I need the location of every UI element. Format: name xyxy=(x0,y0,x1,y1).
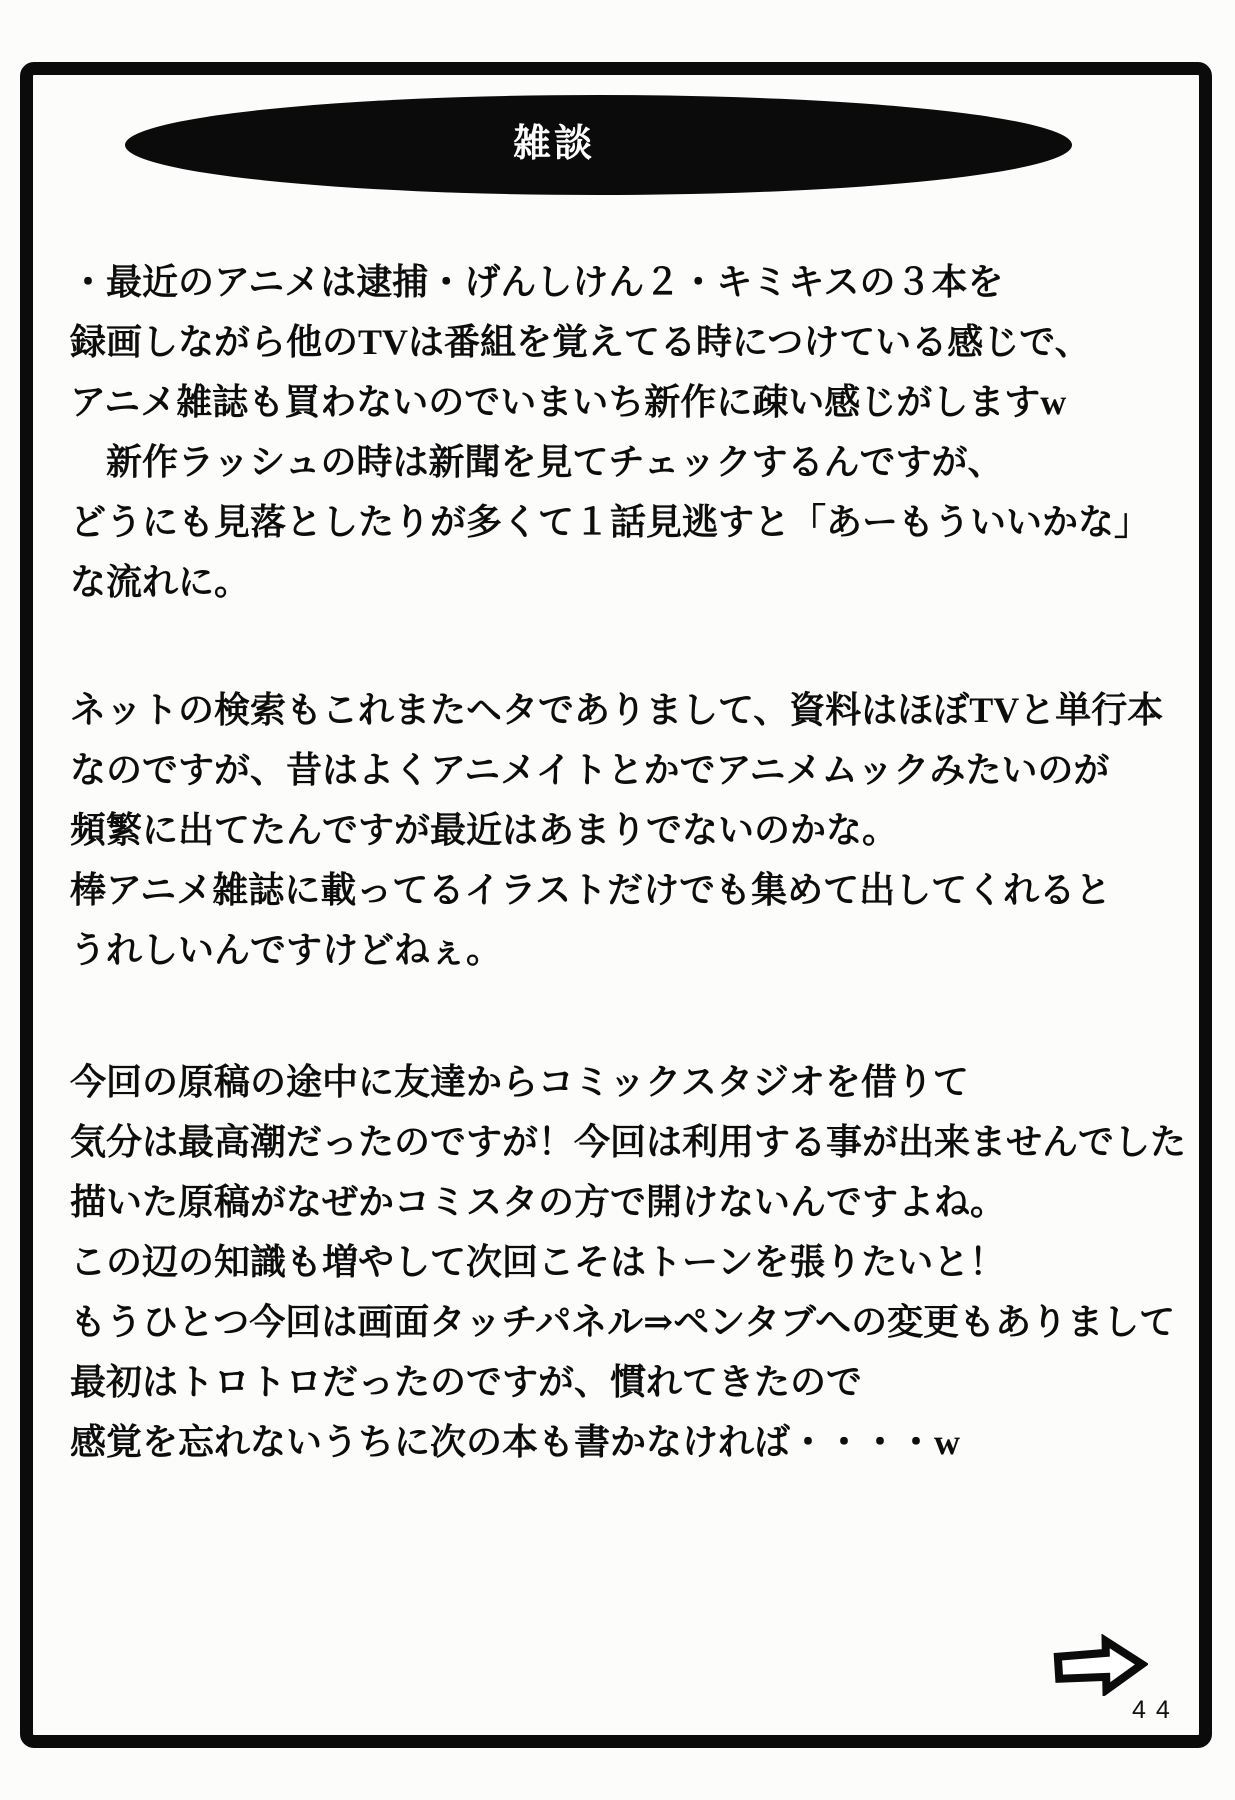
text-line: な流れに。 xyxy=(70,562,251,602)
paragraph-comic-studio xyxy=(70,1052,1187,1472)
text-line: アニメ雑誌も買わないのでいまいち新作に疎い感じがしますw xyxy=(70,382,1067,422)
text-line: 新作ラッシュの時は新聞を見てチェックするんですが、 xyxy=(70,442,1004,482)
text-line: 頻繁に出てたんですが最近はあまりでないのかな。 xyxy=(70,810,899,850)
text-line: 棒アニメ雑誌に載ってるイラストだけでも集めて出してくれると xyxy=(70,870,1112,910)
text-line: うれしいんですけどねぇ。 xyxy=(70,930,503,970)
paragraph-anime-watching xyxy=(70,252,1180,612)
text-line: ネットの検索もこれまたヘタでありまして、資料はほぼTVと単行本 xyxy=(70,690,1164,730)
text-line: なのですが、昔はよくアニメイトとかでアニメムックみたいのが xyxy=(70,750,1110,790)
text-line: 感覚を忘れないうちに次の本も書かなければ・・・・w xyxy=(70,1422,960,1462)
text-line: 気分は最高潮だったのですが！今回は利用する事が出来ませんでした xyxy=(70,1122,1187,1162)
text-line: 描いた原稿がなぜかコミスタの方で開けないんですよね。 xyxy=(70,1182,1007,1222)
paragraph-net-search xyxy=(70,680,1180,980)
text-line: ・最近のアニメは逮捕・げんしけん２・キミキスの３本を xyxy=(70,262,1004,302)
section-title-banner xyxy=(125,95,1072,195)
text-line: もうひとつ今回は画面タッチパネル⇒ペンタブへの変更もありまして xyxy=(70,1302,1176,1342)
next-page-arrow-icon xyxy=(1051,1633,1148,1697)
text-line: どうにも見落としたりが多くて１話見逃すと「あーもういいかな」 xyxy=(70,502,1151,542)
text-line: 録画しながら他のTVは番組を覚えてる時につけている感じで、 xyxy=(70,322,1091,362)
text-line: 今回の原稿の途中に友達からコミックスタジオを借りて xyxy=(70,1062,969,1102)
page-number: 44 xyxy=(1132,1696,1180,1724)
text-line: この辺の知識も増やして次回こそはトーンを張りたいと！ xyxy=(70,1242,1006,1282)
text-line: 最初はトロトロだったのですが、慣れてきたので xyxy=(70,1362,863,1402)
section-title: 雑談 xyxy=(513,123,596,166)
